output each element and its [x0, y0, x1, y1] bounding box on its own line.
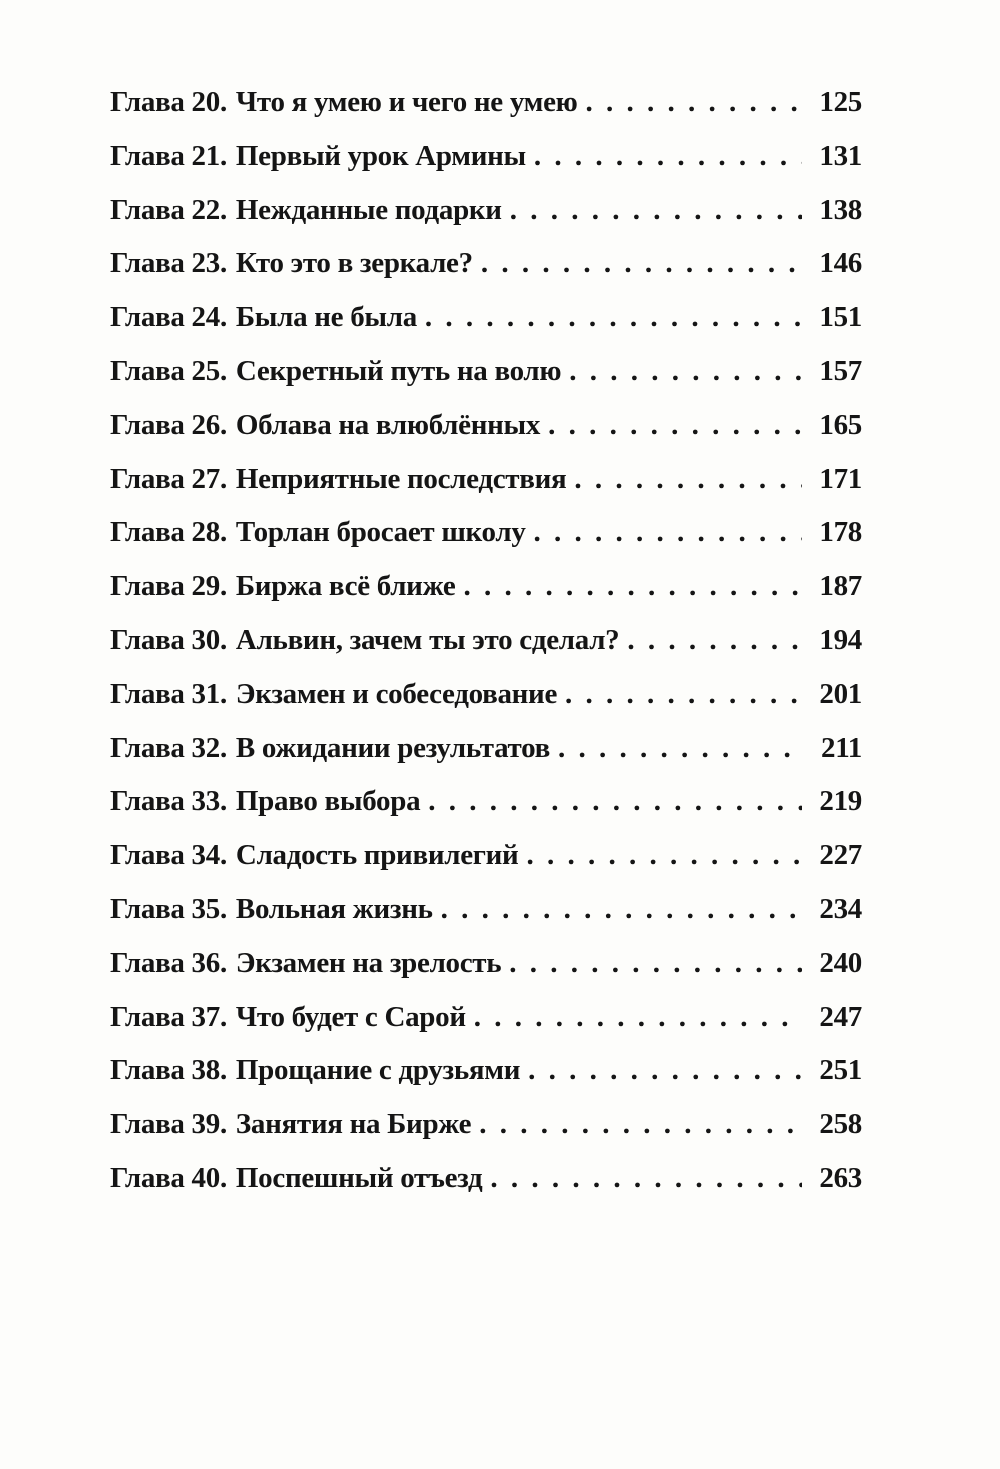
page-number: 151: [819, 301, 862, 334]
chapter-title: Неприятные последствия: [235, 462, 567, 495]
chapter-title: Торлан бросает школу: [235, 516, 526, 549]
dot-leader: [534, 516, 802, 549]
dot-leader: [565, 678, 802, 711]
dot-leader: [627, 624, 802, 657]
dot-leader: [464, 570, 803, 603]
toc-entry: [110, 463, 862, 517]
dot-leader: [428, 785, 802, 818]
toc-entry: [110, 1108, 862, 1162]
page-number: 201: [819, 677, 862, 710]
dot-leader: [526, 839, 802, 872]
chapter-label: Глава 31.: [110, 677, 227, 710]
chapter-title: В ожидании результатов: [235, 731, 550, 764]
page-number: 187: [819, 570, 862, 603]
chapter-title: Что я умею и чего не умею: [235, 86, 578, 118]
dot-leader: [574, 463, 802, 496]
dot-leader: [490, 1162, 802, 1195]
page-number: 258: [819, 1108, 862, 1141]
toc-entry: [110, 624, 862, 678]
dot-leader: [548, 409, 802, 442]
toc-entry: [110, 570, 862, 624]
chapter-title: Право выбора: [235, 785, 421, 818]
chapter-title: Сладость привилегий: [235, 839, 519, 872]
page-number: 157: [819, 354, 862, 387]
page-number: 227: [819, 839, 862, 872]
dot-leader: [510, 194, 802, 227]
chapter-label: Глава 37.: [110, 1000, 227, 1033]
toc-entry: [110, 301, 862, 355]
chapter-label: Глава 25.: [110, 354, 227, 387]
chapter-label: Глава 23.: [110, 247, 227, 280]
chapter-label: Глава 21.: [110, 139, 227, 172]
page-number: 247: [819, 1000, 862, 1033]
toc-entry: [110, 140, 862, 194]
chapter-title: Поспешный отъезд: [235, 1161, 483, 1194]
page-number: 194: [819, 623, 862, 656]
dot-leader: [558, 732, 802, 765]
chapter-label: Глава 28.: [110, 516, 227, 549]
toc-entry: [110, 839, 862, 893]
page-number: 131: [819, 139, 862, 172]
toc-entry: [110, 1001, 862, 1055]
page-number: 251: [819, 1054, 862, 1087]
page-number: 234: [819, 892, 862, 925]
chapter-label: Глава 22.: [110, 193, 227, 226]
chapter-label: Глава 24.: [110, 301, 227, 334]
chapter-label: Глава 38.: [110, 1054, 227, 1087]
table-of-contents: [110, 86, 862, 1216]
chapter-title: Облава на влюблённых: [235, 408, 541, 441]
chapter-title: Что будет с Сарой: [235, 1000, 466, 1033]
chapter-label: Глава 39.: [110, 1108, 227, 1141]
dot-leader: [534, 140, 802, 173]
dot-leader: [441, 893, 802, 926]
chapter-title: Вольная жизнь: [235, 892, 433, 925]
chapter-label: Глава 26.: [110, 408, 227, 441]
toc-entry: [110, 86, 862, 140]
dot-leader: [509, 947, 802, 980]
toc-entry: [110, 785, 862, 839]
chapter-label: Глава 20.: [110, 86, 227, 118]
dot-leader: [569, 355, 802, 388]
chapter-title: Биржа всё ближе: [235, 570, 456, 603]
chapter-title: Первый урок Армины: [235, 139, 526, 172]
page-number: 219: [819, 785, 862, 818]
toc-entry: [110, 947, 862, 1001]
page-number: 138: [819, 193, 862, 226]
chapter-title: Секретный путь на волю: [235, 354, 562, 387]
dot-leader: [474, 1001, 802, 1034]
toc-entry: [110, 893, 862, 947]
chapter-title: Экзамен и собеседование: [235, 677, 558, 710]
toc-entry: [110, 1054, 862, 1108]
chapter-label: Глава 29.: [110, 570, 227, 603]
chapter-label: Глава 34.: [110, 839, 227, 872]
page-number: 178: [819, 516, 862, 549]
toc-entry: [110, 678, 862, 732]
page-number: 125: [819, 86, 862, 118]
dot-leader: [586, 86, 802, 119]
toc-entry: [110, 732, 862, 786]
toc-entry: [110, 409, 862, 463]
chapter-label: Глава 40.: [110, 1161, 227, 1194]
dot-leader: [481, 247, 802, 280]
chapter-title: Экзамен на зрелость: [235, 946, 502, 979]
page-number: 263: [819, 1161, 862, 1194]
chapter-title: Прощание с друзьями: [235, 1054, 521, 1087]
page-number: 211: [821, 731, 862, 764]
toc-entry: [110, 355, 862, 409]
toc-entry: [110, 194, 862, 248]
chapter-label: Глава 36.: [110, 946, 227, 979]
page-number: 240: [819, 946, 862, 979]
toc-entry: [110, 1162, 862, 1216]
chapter-label: Глава 35.: [110, 892, 227, 925]
chapter-title: Была не была: [235, 301, 417, 334]
page-number: 146: [819, 247, 862, 280]
chapter-title: Нежданные подарки: [235, 193, 502, 226]
chapter-title: Занятия на Бирже: [235, 1108, 472, 1141]
dot-leader: [425, 301, 802, 334]
toc-entry: [110, 247, 862, 301]
chapter-label: Глава 32.: [110, 731, 227, 764]
chapter-title: Альвин, зачем ты это сделал?: [235, 623, 620, 656]
dot-leader: [479, 1108, 802, 1141]
chapter-title: Кто это в зеркале?: [235, 247, 473, 280]
chapter-label: Глава 30.: [110, 623, 227, 656]
dot-leader: [528, 1054, 802, 1087]
chapter-label: Глава 33.: [110, 785, 227, 818]
chapter-label: Глава 27.: [110, 462, 227, 495]
toc-entry: [110, 516, 862, 570]
page-number: 171: [819, 462, 862, 495]
page-number: 165: [819, 408, 862, 441]
